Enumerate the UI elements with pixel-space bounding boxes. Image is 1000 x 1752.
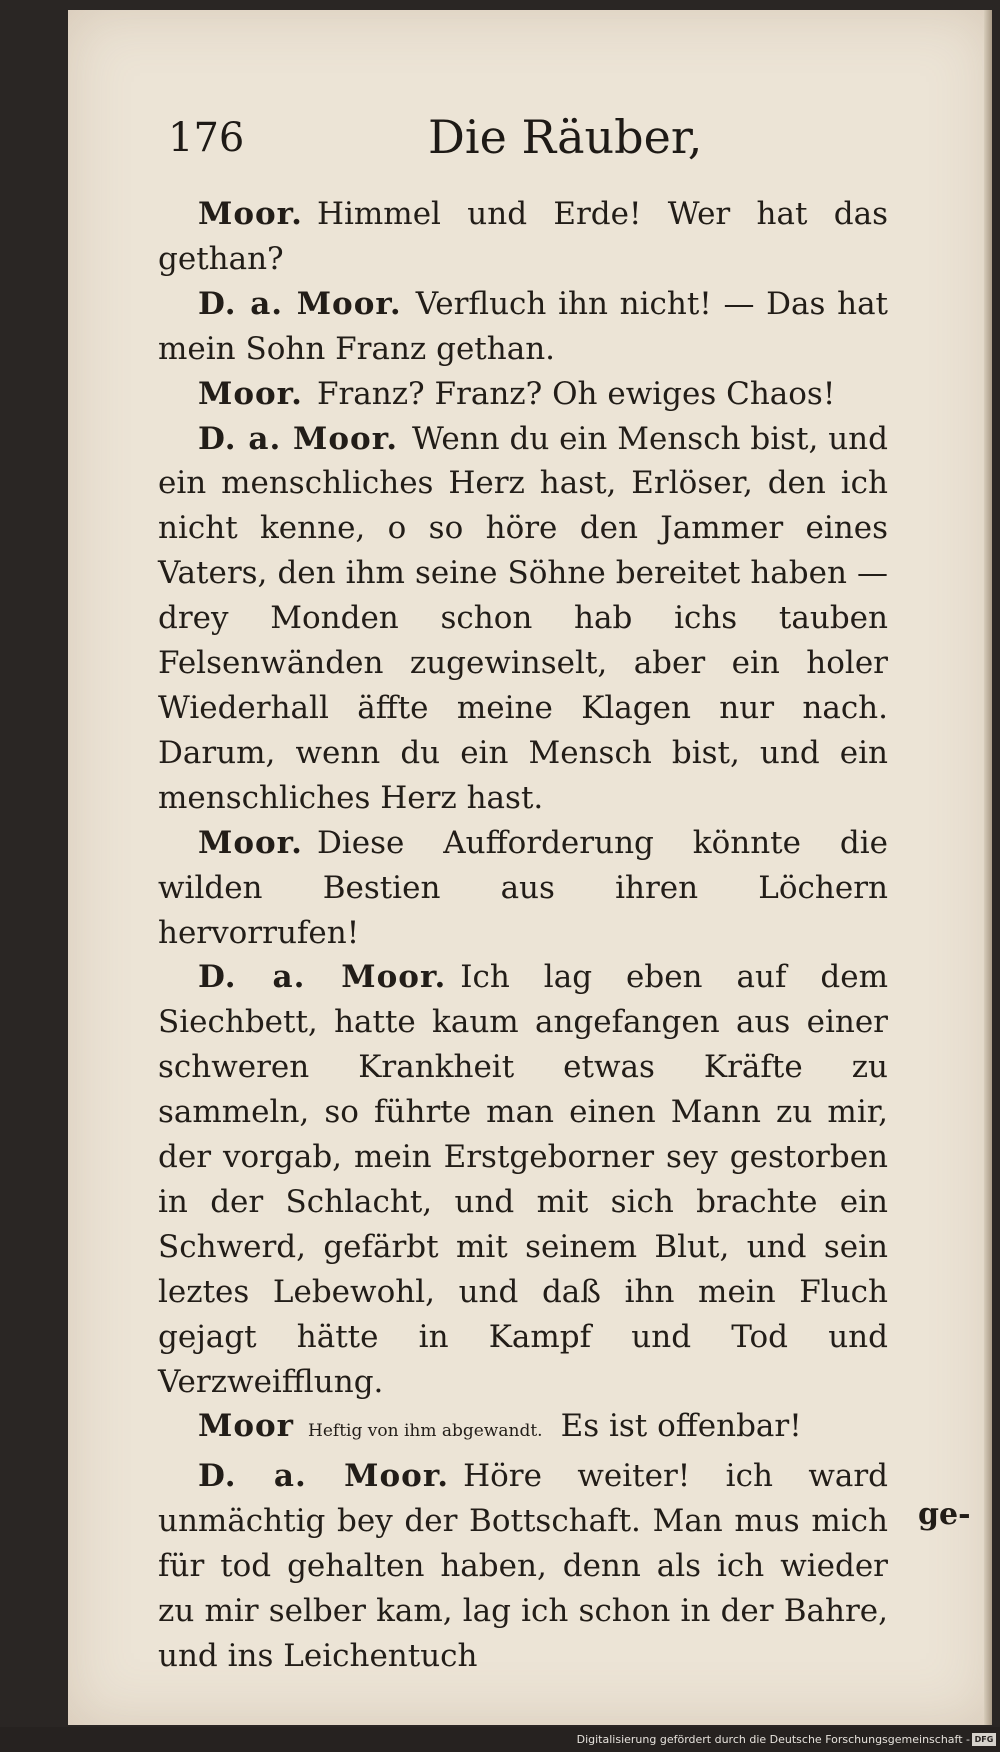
footer-credit: Digitalisierung gefördert durch die Deutsche Forschungsgemeinschaft -	[576, 1733, 970, 1746]
dialogue-text: Verfluch ihn nicht! — Das hat mein Sohn Franz gethan.	[158, 285, 889, 367]
dialogue-text: Franz? Franz? Oh ewiges Chaos!	[316, 375, 836, 412]
speaker-name: D. a. Moor.	[198, 285, 402, 322]
speaker-name: Moor	[198, 1408, 295, 1445]
speaker-name: Moor.	[198, 824, 303, 861]
dfg-logo: DFG	[972, 1733, 996, 1746]
speaker-name: D. a. Moor.	[198, 1458, 450, 1495]
dialogue-paragraph	[158, 282, 888, 372]
dialogue-text: Himmel und Erde! Wer hat das gethan?	[158, 196, 888, 277]
footer-bar	[0, 1727, 1000, 1752]
page-edge	[984, 10, 992, 1725]
dialogue-paragraph	[158, 192, 888, 282]
stage-direction: Heftig von ihm abgewandt.	[308, 1421, 543, 1442]
dialogue-paragraph	[158, 821, 888, 956]
body-text	[158, 192, 888, 1679]
dialogue-paragraph	[158, 417, 888, 821]
dialogue-paragraph	[158, 372, 888, 417]
speaker-name: D. a. Moor.	[198, 959, 447, 996]
speaker-name: D. a. Moor.	[198, 420, 398, 457]
dialogue-text: Es ist offenbar!	[560, 1408, 802, 1445]
dialogue-paragraph	[158, 1454, 888, 1679]
speaker-name: Moor.	[198, 375, 303, 412]
book-page	[68, 10, 992, 1725]
dialogue-text: Höre weiter! ich ward unmächtig bey der Bottschaft. Man mus mich für tod gehalten haben, denn als ich wieder zu mir selber kam, lag ich schon in der Bahre, und ins Leichentuch	[158, 1458, 888, 1674]
dialogue-text: Ich lag eben auf dem Siechbett, hatte kaum angefangen aus einer schweren Krankheit etwas Kräfte zu sammeln, so führte man einen Mann zu mir, der vorgab, mein Erstgeborner sey gestorben in der Schlacht, und mit sich brachte ein Schwerd, gefärbt mit seinem Blut, und sein leztes Lebewohl, und daß ihn mein Fluch gejagt hätte in Kampf und Tod und Verzweifflung.	[158, 959, 888, 1400]
page-number: 176	[168, 115, 245, 161]
dialogue-text: Wenn du ein Mensch bist, und ein menschliches Herz hast, Erlöser, den ich nicht kenne, o so höre den Jammer eines Vaters, den ihm seine Söhne bereitet haben — drey Monden schon hab ichs tauben Felsenwänden zugewinselt, aber ein holer Wiederhall äffte meine Klagen nur nach. Darum, wenn du ein Mensch bist, und ein menschliches Herz hast.	[158, 420, 888, 816]
running-title: Die Räuber,	[428, 110, 703, 164]
speaker-name: Moor.	[198, 196, 303, 232]
dialogue-paragraph	[158, 1404, 888, 1454]
dialogue-text: Diese Aufforderung könnte die wilden Bestien aus ihren Löchern hervorrufen!	[158, 824, 888, 951]
catchword: ge-	[918, 1497, 971, 1532]
dialogue-paragraph	[158, 955, 888, 1404]
